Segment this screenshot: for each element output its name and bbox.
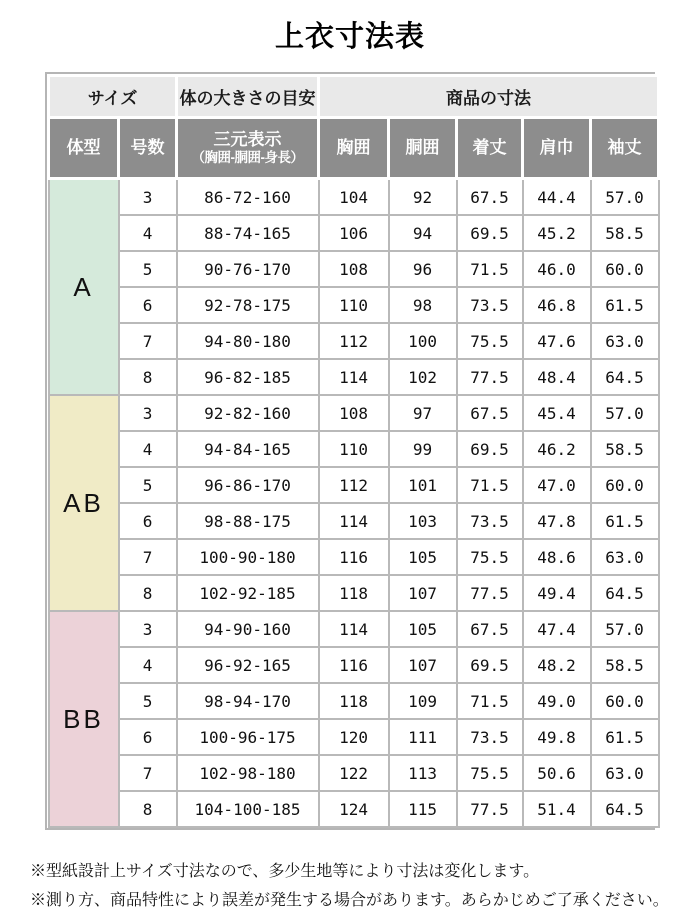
cell-waist: 97 <box>389 395 457 431</box>
column-header-waist: 胴囲 <box>389 118 457 179</box>
table-row <box>49 359 659 395</box>
cell-dims: 90-76-170 <box>177 251 319 287</box>
cell-size-no: 5 <box>119 467 177 503</box>
cell-shoulder: 51.4 <box>523 791 591 827</box>
cell-dims: 96-86-170 <box>177 467 319 503</box>
cell-chest: 114 <box>319 611 389 647</box>
column-header-row <box>49 118 659 179</box>
table-row <box>49 287 659 323</box>
cell-dims: 104-100-185 <box>177 791 319 827</box>
column-header-body-type: 体型 <box>49 118 119 179</box>
cell-sleeve: 63.0 <box>591 755 659 791</box>
cell-size-no: 7 <box>119 755 177 791</box>
cell-sleeve: 64.5 <box>591 575 659 611</box>
cell-size-no: 8 <box>119 359 177 395</box>
cell-shoulder: 45.4 <box>523 395 591 431</box>
table-row <box>49 323 659 359</box>
cell-dims: 100-90-180 <box>177 539 319 575</box>
cell-dims: 92-78-175 <box>177 287 319 323</box>
cell-chest: 116 <box>319 647 389 683</box>
cell-sleeve: 61.5 <box>591 287 659 323</box>
body-type-bb-cell: BB <box>49 611 119 827</box>
cell-length: 67.5 <box>457 179 523 216</box>
cell-size-no: 5 <box>119 251 177 287</box>
cell-length: 67.5 <box>457 611 523 647</box>
cell-sleeve: 60.0 <box>591 467 659 503</box>
cell-shoulder: 47.0 <box>523 467 591 503</box>
cell-waist: 98 <box>389 287 457 323</box>
cell-chest: 110 <box>319 431 389 467</box>
column-header-chest: 胸囲 <box>319 118 389 179</box>
cell-waist: 92 <box>389 179 457 216</box>
cell-length: 75.5 <box>457 323 523 359</box>
cell-chest: 114 <box>319 503 389 539</box>
table-row <box>49 611 659 647</box>
cell-dims: 98-94-170 <box>177 683 319 719</box>
cell-waist: 101 <box>389 467 457 503</box>
cell-dims: 94-90-160 <box>177 611 319 647</box>
cell-shoulder: 46.0 <box>523 251 591 287</box>
table-row <box>49 791 659 827</box>
cell-dims: 94-84-165 <box>177 431 319 467</box>
cell-shoulder: 48.4 <box>523 359 591 395</box>
cell-chest: 122 <box>319 755 389 791</box>
table-row <box>49 179 659 216</box>
cell-size-no: 8 <box>119 791 177 827</box>
cell-waist: 100 <box>389 323 457 359</box>
table-row <box>49 431 659 467</box>
cell-waist: 103 <box>389 503 457 539</box>
cell-shoulder: 49.4 <box>523 575 591 611</box>
cell-dims: 102-92-185 <box>177 575 319 611</box>
group-header-product: 商品の寸法 <box>319 76 659 118</box>
cell-shoulder: 45.2 <box>523 215 591 251</box>
cell-chest: 120 <box>319 719 389 755</box>
cell-length: 73.5 <box>457 503 523 539</box>
cell-waist: 107 <box>389 575 457 611</box>
table-row <box>49 215 659 251</box>
cell-waist: 109 <box>389 683 457 719</box>
cell-dims: 96-92-165 <box>177 647 319 683</box>
cell-dims: 100-96-175 <box>177 719 319 755</box>
cell-sleeve: 57.0 <box>591 179 659 216</box>
cell-waist: 105 <box>389 539 457 575</box>
cell-length: 77.5 <box>457 359 523 395</box>
cell-sleeve: 61.5 <box>591 503 659 539</box>
footnote-pattern-design: ※型紙設計上サイズ寸法なので、多少生地等により寸法は変化します。 <box>30 863 540 881</box>
table-row <box>49 503 659 539</box>
cell-shoulder: 49.0 <box>523 683 591 719</box>
cell-waist: 102 <box>389 359 457 395</box>
cell-shoulder: 48.2 <box>523 647 591 683</box>
column-header-length: 着丈 <box>457 118 523 179</box>
table-row <box>49 683 659 719</box>
cell-size-no: 4 <box>119 215 177 251</box>
cell-chest: 114 <box>319 359 389 395</box>
cell-length: 73.5 <box>457 287 523 323</box>
cell-dims: 102-98-180 <box>177 755 319 791</box>
column-header-sleeve: 袖丈 <box>591 118 659 179</box>
cell-length: 77.5 <box>457 791 523 827</box>
body-type-ab-cell: AB <box>49 395 119 611</box>
cell-shoulder: 47.8 <box>523 503 591 539</box>
cell-length: 75.5 <box>457 755 523 791</box>
cell-waist: 115 <box>389 791 457 827</box>
table-row <box>49 575 659 611</box>
three-dim-sublabel: （胸囲-胴囲-身長） <box>191 150 304 166</box>
size-table-container <box>45 72 655 830</box>
cell-chest: 108 <box>319 251 389 287</box>
cell-sleeve: 61.5 <box>591 719 659 755</box>
size-table <box>47 74 660 828</box>
cell-length: 73.5 <box>457 719 523 755</box>
cell-size-no: 3 <box>119 611 177 647</box>
cell-size-no: 5 <box>119 683 177 719</box>
cell-shoulder: 46.8 <box>523 287 591 323</box>
cell-sleeve: 64.5 <box>591 359 659 395</box>
footnotes <box>30 857 680 915</box>
table-row <box>49 647 659 683</box>
table-row <box>49 755 659 791</box>
cell-sleeve: 63.0 <box>591 539 659 575</box>
cell-length: 67.5 <box>457 395 523 431</box>
footnote-measurement-error: ※測り方、商品特性により誤差が発生する場合があります。あらかじめご了承ください。 <box>30 892 669 910</box>
cell-length: 71.5 <box>457 251 523 287</box>
cell-sleeve: 58.5 <box>591 215 659 251</box>
cell-size-no: 8 <box>119 575 177 611</box>
cell-length: 69.5 <box>457 647 523 683</box>
cell-dims: 88-74-165 <box>177 215 319 251</box>
three-dim-label: 三元表示 <box>213 130 282 149</box>
group-header-body-guide: 体の大きさの目安 <box>177 76 319 118</box>
cell-sleeve: 57.0 <box>591 395 659 431</box>
cell-chest: 124 <box>319 791 389 827</box>
group-header-row <box>49 76 659 118</box>
table-row <box>49 467 659 503</box>
cell-size-no: 3 <box>119 395 177 431</box>
cell-shoulder: 44.4 <box>523 179 591 216</box>
column-header-three-dim <box>177 118 319 179</box>
cell-size-no: 4 <box>119 431 177 467</box>
cell-length: 69.5 <box>457 431 523 467</box>
cell-waist: 94 <box>389 215 457 251</box>
cell-shoulder: 46.2 <box>523 431 591 467</box>
cell-size-no: 7 <box>119 323 177 359</box>
cell-shoulder: 47.6 <box>523 323 591 359</box>
table-row <box>49 539 659 575</box>
cell-size-no: 6 <box>119 719 177 755</box>
cell-chest: 110 <box>319 287 389 323</box>
cell-dims: 98-88-175 <box>177 503 319 539</box>
cell-size-no: 6 <box>119 503 177 539</box>
cell-sleeve: 60.0 <box>591 251 659 287</box>
cell-chest: 118 <box>319 683 389 719</box>
cell-sleeve: 57.0 <box>591 611 659 647</box>
cell-chest: 112 <box>319 323 389 359</box>
cell-waist: 99 <box>389 431 457 467</box>
cell-size-no: 7 <box>119 539 177 575</box>
cell-chest: 118 <box>319 575 389 611</box>
cell-shoulder: 49.8 <box>523 719 591 755</box>
table-row <box>49 395 659 431</box>
cell-chest: 116 <box>319 539 389 575</box>
cell-chest: 106 <box>319 215 389 251</box>
cell-dims: 96-82-185 <box>177 359 319 395</box>
cell-waist: 96 <box>389 251 457 287</box>
cell-length: 71.5 <box>457 683 523 719</box>
cell-waist: 113 <box>389 755 457 791</box>
cell-chest: 108 <box>319 395 389 431</box>
cell-shoulder: 47.4 <box>523 611 591 647</box>
cell-size-no: 6 <box>119 287 177 323</box>
cell-size-no: 3 <box>119 179 177 216</box>
cell-dims: 94-80-180 <box>177 323 319 359</box>
cell-dims: 86-72-160 <box>177 179 319 216</box>
group-header-size: サイズ <box>49 76 177 118</box>
cell-waist: 111 <box>389 719 457 755</box>
table-row <box>49 719 659 755</box>
cell-length: 75.5 <box>457 539 523 575</box>
cell-dims: 92-82-160 <box>177 395 319 431</box>
cell-sleeve: 64.5 <box>591 791 659 827</box>
cell-chest: 104 <box>319 179 389 216</box>
cell-sleeve: 63.0 <box>591 323 659 359</box>
body-type-a-cell: A <box>49 179 119 396</box>
cell-sleeve: 60.0 <box>591 683 659 719</box>
cell-length: 71.5 <box>457 467 523 503</box>
column-header-size-no: 号数 <box>119 118 177 179</box>
cell-size-no: 4 <box>119 647 177 683</box>
cell-shoulder: 48.6 <box>523 539 591 575</box>
cell-waist: 107 <box>389 647 457 683</box>
cell-waist: 105 <box>389 611 457 647</box>
page-title: 上衣寸法表 <box>274 21 425 53</box>
cell-sleeve: 58.5 <box>591 431 659 467</box>
cell-length: 69.5 <box>457 215 523 251</box>
cell-chest: 112 <box>319 467 389 503</box>
table-row <box>49 251 659 287</box>
cell-shoulder: 50.6 <box>523 755 591 791</box>
cell-length: 77.5 <box>457 575 523 611</box>
cell-sleeve: 58.5 <box>591 647 659 683</box>
column-header-shoulder: 肩巾 <box>523 118 591 179</box>
